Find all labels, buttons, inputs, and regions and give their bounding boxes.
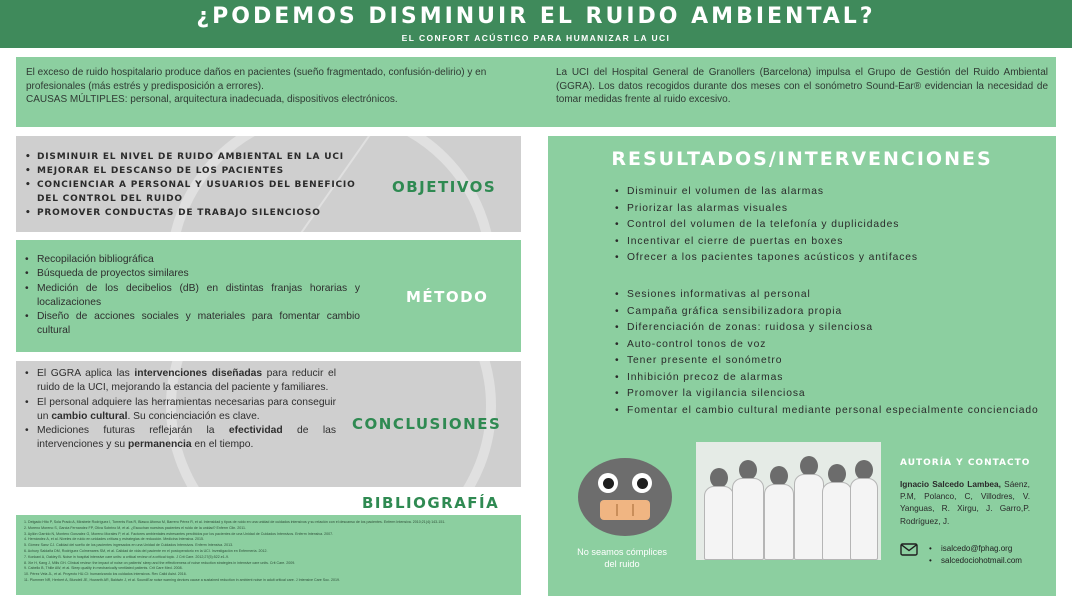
resultado-item: • Priorizar las alarmas visuales [614,201,1034,218]
reference-item: 5. Gómez Sanz CJ. Calidad del sueño de los pacientes ingresados en una Unidad de Cuidados Intensivos. Enferm Intensiva. 2013. [24,543,234,548]
team-photo [696,442,881,560]
intro-panel [16,57,1056,127]
resultados-title: RESULTADOS/INTERVENCIONES [611,148,993,170]
bibliografia-panel [16,515,521,595]
conclusion-item: • Mediciones futuras reflejarán la efectividad de las intervenciones y su permanencia en el tiempo. [24,424,336,453]
team-member [794,456,824,560]
metodo-list [24,253,360,339]
autoria-title: AUTORÍA Y CONTACTO [900,458,1031,468]
intro-right-text: La UCI del Hospital General de Granollers (Barcelona) impulsa el Grupo de Gestión del Ruido Ambiental (GGRA). Los datos recogidos durante dos meses con el sonómetro Sound-Ear® evidencian la necesidad de tomar medidas frente al ruido excesivo. [556,67,1048,105]
reference-item: 8. Xie H, Kang J, Mills GH. Clinical review: the impact of noise on patients' sleep and the effectiveness of noise reduction strategies in intensive care units. Crit Care. 2009. [24,560,296,565]
team-member [764,466,794,560]
reference-item: 6. Achury Saldaña DM, Rodríguez Colmenares SM, et al. Calidad de vida del paciente en el postoperatorio en la UCI. Investigación en Enfermería. 2012. [24,548,268,553]
team-member [822,464,852,560]
conclusion-item: • El GGRA aplica las intervenciones diseñadas para reducir el ruido de la UCI, mejorando la estancia del paciente y familiares. [24,367,336,396]
resultado-item: • Tener presente el sonómetro [614,353,1044,370]
resultado-item: • Promover la vigilancia silenciosa [614,386,1044,403]
resultado-item: • Sesiones informativas al personal [614,287,1044,304]
email-link[interactable]: • salcedociohotmail.com [928,555,1022,567]
resultado-item: • Inhibición precoz de alarmas [614,370,1044,387]
poster-subtitle: EL CONFORT ACÚSTICO PARA HUMANIZAR LA UCI [401,33,671,43]
contact-list [928,543,1022,567]
conclusion-item: • El personal adquiere las herramientas necesarias para conseguir un cambio cultural. Su concienciación es clave. [24,396,336,425]
team-member [704,468,734,560]
metodo-item: • Diseño de acciones sociales y materiales para fomentar cambio cultural [24,310,360,339]
objetivo-item: • MEJORAR EL DESCANSO DE LOS PACIENTES [24,164,379,178]
bibliografia-title: BIBLIOGRAFÍA [362,494,500,512]
reference-item: 4. Hernández A, et al. Niveles de ruido en unidades críticas y estrategias de reducción. Medicina Intensiva. 2015. [24,537,204,542]
resultado-item: • Control del volumen de la telefonía y duplicidades [614,217,1034,234]
resultado-item: • Ofrecer a los pacientes tapones acústicos y antifaces [614,250,1034,267]
metodo-item: • Medición de los decibelios (dB) en distintas franjas horarias y localizaciones [24,282,360,311]
metodo-item: • Búsqueda de proyectos similares [24,267,360,281]
intro-left [26,66,526,107]
team-member [732,460,764,560]
lead-author: Ignacio Salcedo Lambea, [900,479,1001,489]
mascot-right-eye [632,473,652,493]
mail-icon [900,543,918,556]
mascot-left-eye [598,473,618,493]
reference-item: 9. Cabello B, Thille AW, et al. Sleep quality in mechanically ventilated patients. Crit Care Med. 2008. [24,566,183,571]
poster-header [0,0,1072,48]
objetivos-list [24,150,379,220]
conclusiones-list [24,367,336,453]
mascot-taped-mouth [600,500,650,520]
objetivo-item: • PROMOVER CONDUCTAS DE TRABAJO SILENCIOSO [24,206,379,220]
resultado-item: • Disminuir el volumen de las alarmas [614,184,1034,201]
reference-item: 3. Ayllón Garrido N, Montero Gonzalez G, Moreno Morales P, et al. Factores ambientales estresantes percibidos por los pacientes de una Unidad de Cuidados Intensivos. Enferm Intensiva. 2007. [24,531,334,536]
resultado-item: • Diferenciación de zonas: ruidosa y silenciosa [614,320,1044,337]
objetivos-label: OBJETIVOS [392,178,497,196]
metodo-item: • Recopilación bibliográfica [24,253,360,267]
reference-item: 2. Moreno Moreno S, Garcia Fernandez FP, Oliva Sobrino M, et al. ¿Escuchan nuestros pacientes el ruido de la unidad? Enferm Clin. 2011. [24,525,246,530]
mascot-caption: No seamos cómplices del ruido [577,547,667,569]
resultados-list-2 [614,287,1044,419]
poster-title: ¿PODEMOS DISMINUIR EL RUIDO AMBIENTAL? [196,4,876,29]
reference-item: 10. Pérez Vela JL, et al. Proyecto HU-CI: humanizando los cuidados intensivos. Rev Calid Asist. 2016. [24,572,187,577]
conclusiones-label: CONCLUSIONES [352,415,502,433]
coauthors: Sáenz, P.M, Polanco, C, Villodres, V. Yanguas, R. Xirgu, J. Garro,P. Rodríguez, J. [900,479,1030,526]
noise-mascot-icon [578,458,672,536]
resultado-item: • Incentivar el cierre de puertas en boxes [614,234,1034,251]
authors-list [900,478,1030,527]
team-member [850,460,878,560]
intro-left-text: El exceso de ruido hospitalario produce daños en pacientes (sueño fragmentado, confusión-delirio) y en profesionales (más estrés y predisposición a errores). [26,67,487,92]
intro-causas-text: CAUSAS MÚLTIPLES: personal, arquitectura inadecuada, dispositivos electrónicos. [26,94,398,105]
reference-item: 11. Plummer NR, Herbert A, Blundell JE, Howarth AR, Baldwin J, et al. SoundEar noise warning devices cause a sustained reduction in ambient noise in adult critical care. J Intensive Care Soc. 2019. [24,577,340,582]
objetivos-panel [16,136,521,232]
conclusiones-panel [16,361,521,487]
objetivo-item: • DISMINUIR EL NIVEL DE RUIDO AMBIENTAL EN LA UCI [24,150,379,164]
metodo-panel [16,240,521,352]
email-link[interactable]: • isalcedo@fphag.org [928,543,1022,555]
reference-item: 1. Delgado Hito P, Sola Prado A, Mirabete Rodríguez I, Torrents Ros R, Blasco Afonso M, Barrero Pérez R, et al. Intensidad y tipos de ruido en una unidad de cuidados intensivos y su relación con el descanso de los pacientes. Enferm Intensiva. 2010;21(4):143-151. [24,520,446,524]
metodo-label: MÉTODO [406,288,489,306]
resultado-item: • Fomentar el cambio cultural mediante personal especialmente concienciado [614,403,1044,420]
reference-item: 7. Konkani A, Oakley B. Noise in hospital intensive care units: a critical review of a critical topic. J Crit Care. 2012;27(5):522.e1-9. [24,554,229,559]
resultado-item: • Campaña gráfica sensibilizadora propia [614,304,1044,321]
resultado-item: • Auto-control tonos de voz [614,337,1044,354]
objetivo-item: • CONCIENCIAR A PERSONAL Y USUARIOS DEL BENEFICIO DEL CONTROL DEL RUIDO [24,178,379,206]
resultados-list-1 [614,184,1034,267]
